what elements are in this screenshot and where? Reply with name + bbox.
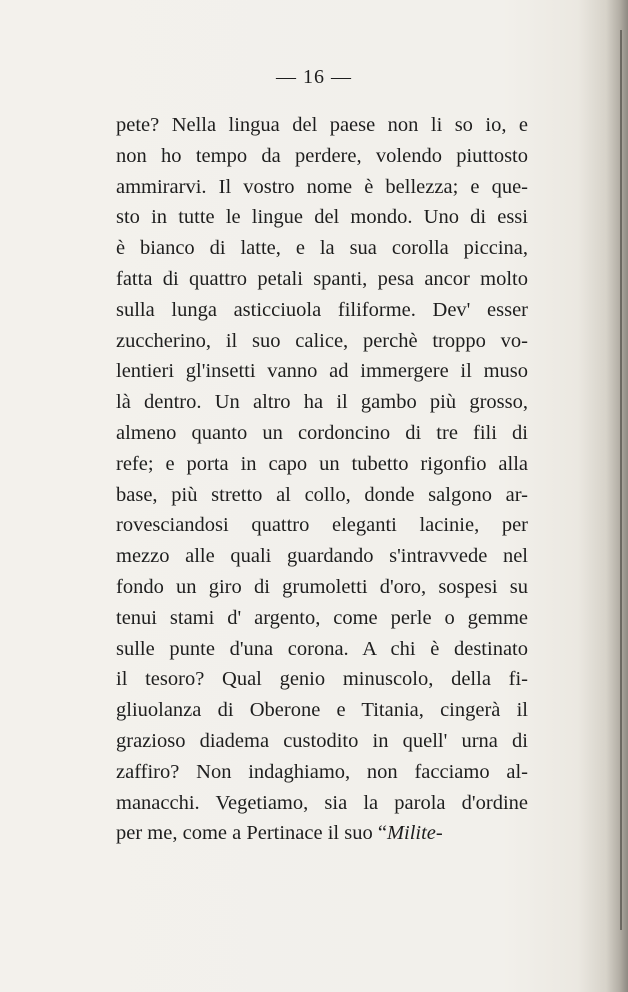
final-line-italic: Milite- [386, 822, 443, 845]
binding-shadow [606, 0, 628, 992]
binding-edge-line [620, 30, 622, 930]
text-line: base, più stretto al collo, donde salgono ar- [116, 483, 528, 506]
text-line: refe; e porta in capo un tubetto rigonfio alla [116, 452, 528, 475]
final-line-text: per me, come a Pertinace il suo “ [116, 822, 387, 845]
text-line: fatta di quattro petali spanti, pesa ancor molto [116, 267, 528, 290]
text-line: il tesoro? Qual genio minuscolo, della fi- [116, 668, 528, 691]
text-line: pete? Nella lingua del paese non li so io, e [116, 114, 528, 136]
text-line: sulle punte d'una corona. A chi è destinato [116, 637, 528, 660]
text-line: sto in tutte le lingue del mondo. Uno di essi [116, 206, 528, 229]
text-line: rovesciandosi quattro eleganti lacinie, per [116, 514, 528, 537]
text-line: zuccherino, il suo calice, perchè troppo vo- [116, 329, 528, 352]
text-line-final [116, 818, 528, 849]
text-line: là dentro. Un altro ha il gambo più grosso, [116, 391, 528, 414]
text-line: è bianco di latte, e la sua corolla piccina, [116, 237, 528, 260]
text-line: tenui stami d' argento, come perle o gemme [116, 606, 528, 629]
text-line: almeno quanto un cordoncino di tre fili di [116, 421, 528, 444]
page-number: — 16 — [276, 66, 352, 88]
text-line: fondo un giro di grumoletti d'oro, sospesi su [116, 575, 528, 598]
body-text [116, 110, 528, 849]
text-line: non ho tempo da perdere, volendo piuttosto [116, 144, 528, 167]
text-line: sulla lunga asticciuola filiforme. Dev' esser [116, 298, 528, 321]
text-line: zaffiro? Non indaghiamo, non facciamo al- [116, 760, 528, 783]
text-line: mezzo alle quali guardando s'intravvede nel [116, 545, 528, 568]
text-line: gliuolanza di Oberone e Titania, cingerà il [116, 699, 528, 722]
text-line: grazioso diadema custodito in quell' urna di [116, 729, 528, 752]
text-line: ammirarvi. Il vostro nome è bellezza; e que- [116, 175, 528, 198]
text-line: lentieri gl'insetti vanno ad immergere il muso [116, 360, 528, 383]
text-line: manacchi. Vegetiamo, sia la parola d'ordine [116, 791, 528, 814]
